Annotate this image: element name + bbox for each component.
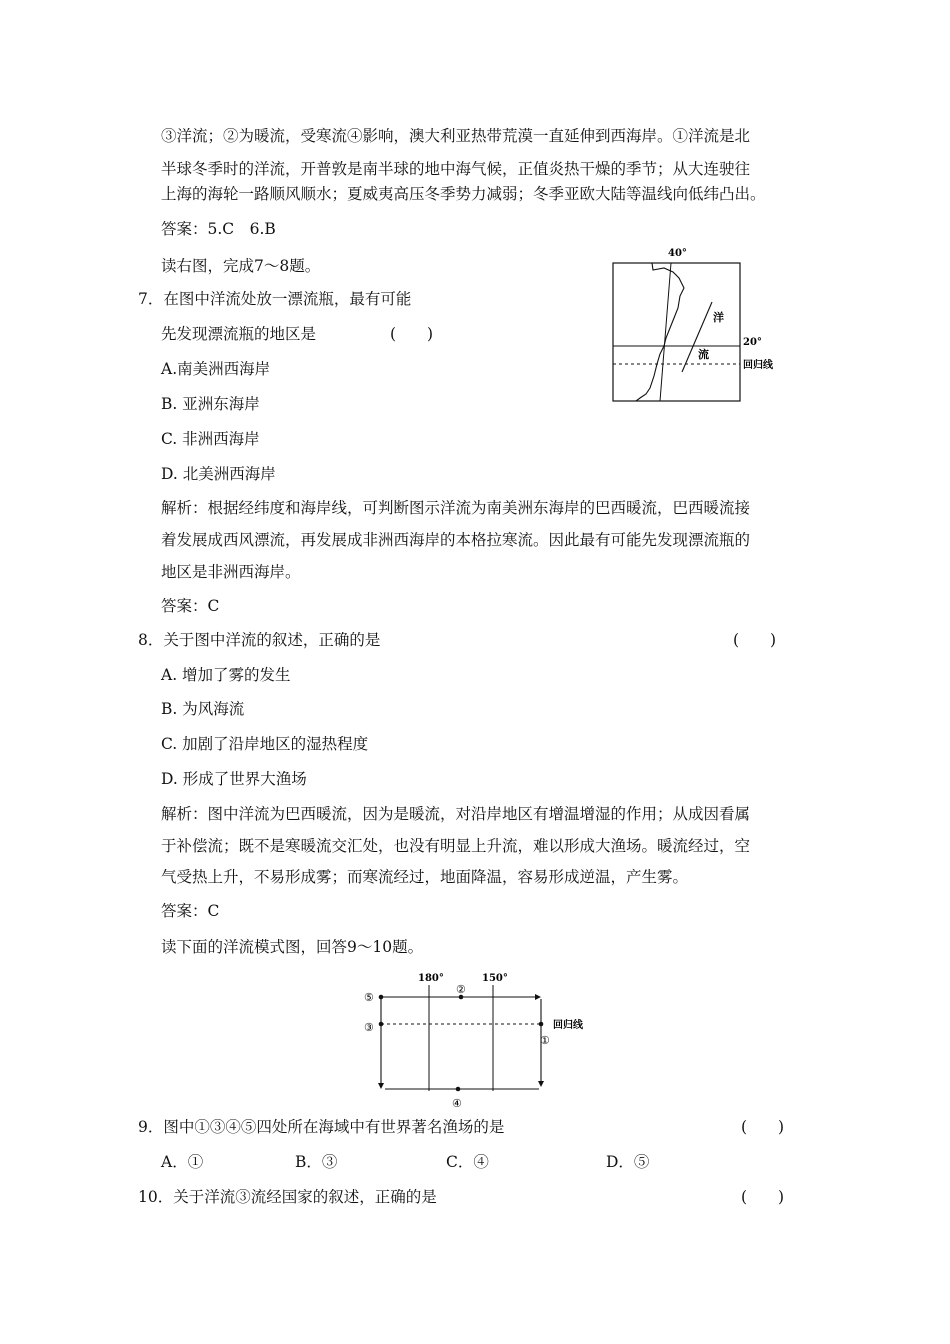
- q8-option-d: D. 形成了世界大渔场: [161, 770, 307, 788]
- q8-answer-paren: ( ): [733, 631, 777, 649]
- q9-option-a: A．①: [161, 1153, 204, 1171]
- map1-current-label-2: 流: [698, 348, 709, 361]
- ocean-current-pattern-map: [355, 965, 605, 1115]
- map2-lon-label-180: 180°: [418, 973, 444, 984]
- q8-analysis-line-2: 于补偿流；既不是寒暖流交汇处，也没有明显上升流，难以形成大渔场。暖流经过，空: [161, 837, 751, 855]
- q7-answer-paren: ( ): [390, 325, 434, 343]
- map2-dot-3: [379, 1022, 384, 1027]
- ocean-current-map-brazil: [600, 238, 800, 408]
- q9-option-c: C．④: [446, 1153, 489, 1171]
- q7-analysis-line-3: 地区是非洲西海岸。: [161, 563, 301, 581]
- intro-line-2: 半球冬季时的洋流，开普敦是南半球的地中海气候，正值炎热干燥的季节；从大连驶往: [161, 160, 751, 178]
- q10-answer-paren: ( ): [741, 1188, 785, 1206]
- map1-coastline: [636, 263, 684, 401]
- q8-stem: 8．关于图中洋流的叙述，正确的是: [138, 631, 381, 649]
- q7-option-a: A.南美洲西海岸: [161, 360, 271, 378]
- map1-current-label-1: 洋: [713, 311, 724, 324]
- map2-east-arrow: [538, 1081, 544, 1087]
- q7-analysis-line-2: 着发展成西风漂流，再发展成非洲西海岸的本格拉寒流。因此最有可能先发现漂流瓶的: [161, 531, 751, 549]
- map1-frame: [613, 263, 740, 401]
- map2-dot-4: [456, 1087, 461, 1092]
- map2-tropic-label: 回归线: [553, 1020, 583, 1031]
- map2-marker-1: ①: [540, 1034, 550, 1047]
- map2-north-arrow: [535, 994, 541, 1000]
- q8-option-c: C. 加剧了沿岸地区的湿热程度: [161, 735, 369, 753]
- q7-option-d: D. 北美洲西海岸: [161, 465, 276, 483]
- q7-analysis-line-1: 解析：根据经纬度和海岸线，可判断图示洋流为南美洲东海岸的巴西暖流，巴西暖流接: [161, 499, 751, 517]
- map1-tropic-label: 回归线: [743, 360, 773, 371]
- q8-option-a: A. 增加了雾的发生: [161, 666, 291, 684]
- map1-meridian: [660, 263, 671, 401]
- map2-west-arrow: [378, 1083, 384, 1089]
- map1-lon-label: 40°: [668, 248, 687, 259]
- intro-line-3: 上海的海轮一路顺风顺水；夏威夷高压冬季势力减弱；冬季亚欧大陆等温线向低纬凸出。: [161, 185, 766, 203]
- q7-option-b: B. 亚洲东海岸: [161, 395, 260, 413]
- intro-line-1: ③洋流；②为暖流，受寒流④影响，澳大利亚热带荒漠一直延伸到西海岸。①洋流是北: [161, 127, 751, 145]
- q8-analysis-line-3: 气受热上升，不易形成雾；而寒流经过，地面降温，容易形成逆温，产生雾。: [161, 868, 689, 886]
- map2-marker-2: ②: [456, 983, 466, 996]
- q9-answer-paren: ( ): [741, 1118, 785, 1136]
- q8-analysis-line-1: 解析：图中洋流为巴西暖流，因为是暖流，对沿岸地区有增温增湿的作用；从成因看属: [161, 805, 751, 823]
- q8-answer: 答案：C: [161, 902, 220, 920]
- map2-lon-label-150: 150°: [482, 973, 508, 984]
- read-right-instruction: 读右图，完成7～8题。: [161, 257, 321, 275]
- q7-stem-line-1: 7．在图中洋流处放一漂流瓶，最有可能: [138, 290, 412, 308]
- map1-current-line: [682, 302, 712, 372]
- q7-stem-line-2: 先发现漂流瓶的地区是: [161, 325, 317, 343]
- map2-marker-3: ③: [364, 1021, 374, 1034]
- map2-marker-5: ⑤: [364, 991, 374, 1004]
- q10-stem: 10．关于洋流③流经国家的叙述，正确的是: [138, 1188, 437, 1206]
- q9-stem: 9．图中①③④⑤四处所在海域中有世界著名渔场的是: [138, 1118, 505, 1136]
- q8-option-b: B. 为风海流: [161, 700, 245, 718]
- q7-answer: 答案：C: [161, 597, 220, 615]
- q7-option-c: C. 非洲西海岸: [161, 430, 260, 448]
- read-below-instruction: 读下面的洋流模式图，回答9～10题。: [161, 938, 424, 956]
- answer-5-6: 答案：5.C 6.B: [161, 220, 276, 238]
- map2-marker-4: ④: [452, 1097, 462, 1110]
- map2-dot-1: [539, 1022, 544, 1027]
- map1-lat-label: 20°: [743, 337, 762, 348]
- q9-option-b: B．③: [295, 1153, 338, 1171]
- q9-option-d: D．⑤: [606, 1153, 650, 1171]
- map2-dot-5: [379, 995, 384, 1000]
